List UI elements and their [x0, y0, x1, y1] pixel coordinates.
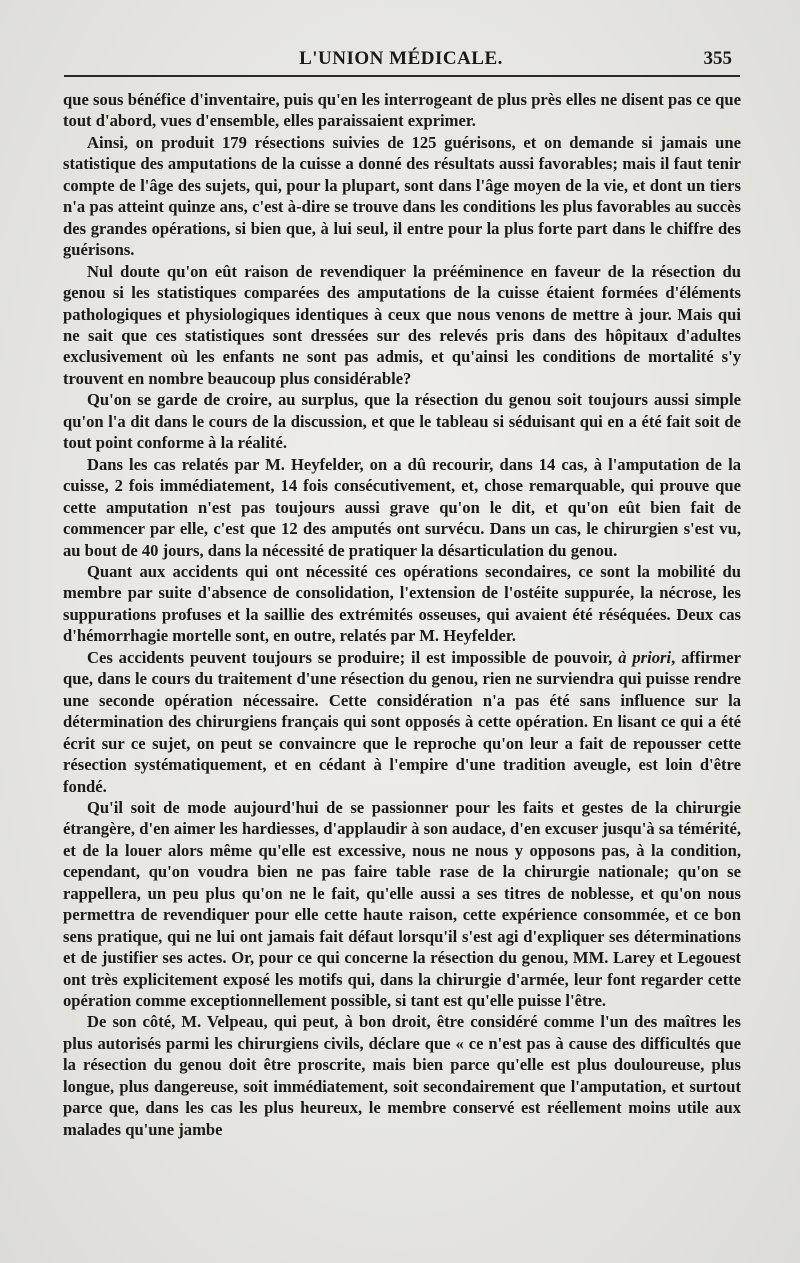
- paragraph-6: Quant aux accidents qui ont nécessité ces opérations secondaires, ce sont la mobilité du membre par suite d'absence de consolidation, l'extension de l'ostéite suppurée, la nécrose, les suppurations profuses et la saillie des extrémités osseuses, qui avaient été réséquées. Deux cas d'hémorrhagie mortelle sont, en outre, relatés par M. Heyfelder.: [63, 561, 741, 646]
- page-number: 355: [703, 48, 732, 69]
- paragraph-7-italic: à priori: [618, 647, 672, 667]
- paragraph-5: Dans les cas relatés par M. Heyfelder, on a dû recourir, dans 14 cas, à l'amputation de la cuisse, 2 fois immédiatement, 14 fois consécutivement, et, chose remarquable, qui prouve que cette amputation n'est pas toujours aussi grave qu'on le dit, et qu'on eût bien fait de commencer par elle, c'est que 12 des amputés ont survécu. Dans un cas, le chirurgien s'est vu, au bout de 40 jours, dans la nécessité de pratiquer la désarticulation du genou.: [63, 454, 741, 560]
- paragraph-7: [63, 647, 741, 797]
- paragraph-3: Nul doute qu'on eût raison de revendiquer la prééminence en faveur de la résection du genou si les statistiques comparées des amputations de la cuisse étaient formées d'éléments pathologiques et physiologiques identiques à ceux que nous venons de mettre à jour. Mais qui ne sait que ces statistiques sont dressées sur des relevés pris dans des hôpitaux d'adultes exclusivement où les enfants ne sont pas admis, et qu'ainsi les conditions de mortalité s'y trouvent en nombre beaucoup plus considérable?: [63, 261, 741, 388]
- header-rule: [64, 75, 740, 77]
- paragraph-7-end: , affirmer que, dans le cours du traitement d'une résection du genou, rien ne surviendra qui puisse rendre une seconde opération nécessaire. Cette considération n'a pas été sans influence sur la détermination des chirurgiens français qui sont opposés à cette opération. En lisant ce qui a été écrit sur ce sujet, on peut se convaincre que le reproche qu'on leur a fait de repousser cette résection systématiquement, et en cédant à l'empire d'une tradition aveugle, est loin d'être fondé.: [63, 647, 741, 796]
- paragraph-9: De son côté, M. Velpeau, qui peut, à bon droit, être considéré comme l'un des maîtres les plus autorisés parmi les chirurgiens civils, déclare que « ce n'est pas à cause des difficultés que la résection du genou doit être proscrite, mais bien parce qu'elle est plus douloureuse, plus longue, plus dangereuse, soit immédiatement, soit secondairement que l'amputation, et surtout parce que, dans les cas les plus heureux, le membre conservé est réellement moins utile aux malades qu'une jambe: [63, 1012, 741, 1139]
- paragraph-1: que sous bénéfice d'inventaire, puis qu'en les interrogeant de plus près elles ne disent pas ce que tout d'abord, vues d'ensemble, elles paraissaient exprimer.: [63, 90, 741, 131]
- paragraph-8: Qu'il soit de mode aujourd'hui de se passionner pour les faits et gestes de la chirurgie étrangère, d'en aimer les hardiesses, d'applaudir à son audace, d'en excuser jusqu'à sa témérité, et de la louer alors même qu'elle est excessive, nous ne nous y opposons pas, à la condition, cependant, qu'on voudra bien ne pas faire table rase de la chirurgie nationale; qu'on se rappellera, un peu plus qu'on ne le fait, qu'elle aussi a ses titres de noblesse, et qu'on nous permettra de revendiquer pour elle cette haute raison, cette expérience consommée, et ce bon sens pratique, qui ne lui ont jamais fait défaut lorsqu'il s'est agi d'expliquer ses déterminations et de justifier ses actes. Or, pour ce qui concerne la résection du genou, MM. Larey et Legouest ont très explicitement exposé les motifs qui, dans la chirurgie d'armée, leur font regarder cette opération comme exceptionnellement possible, si tant est qu'elle puisse l'être.: [63, 797, 741, 1011]
- paragraph-4: Qu'on se garde de croire, au surplus, que la résection du genou soit toujours aussi simple qu'on l'a dit dans le cours de la discussion, et que le tableau si séduisant qui en a été fait soit de tout point conforme à la réalité.: [63, 390, 741, 453]
- running-title: L'UNION MÉDICALE.: [299, 48, 503, 69]
- paragraph-7-start: Ces accidents peuvent toujours se produire; il est impossible de pouvoir,: [87, 647, 619, 667]
- paragraph-2: Ainsi, on produit 179 résections suivies de 125 guérisons, et on demande si jamais une statistique des amputations de la cuisse a donné des résultats aussi favorables; mais il faut tenir compte de l'âge des sujets, qui, pour la plupart, sont dans l'âge moyen de la vie, et dont un tiers n'a pas atteint quinze ans, c'est à-dire se trouve dans les conditions les plus favorables au succès des grandes opérations, si bien que, à lui seul, il entre pour la plus forte part dans le chiffre des guérisons.: [63, 132, 741, 260]
- page-header: [62, 44, 740, 74]
- body-text: [63, 89, 741, 1140]
